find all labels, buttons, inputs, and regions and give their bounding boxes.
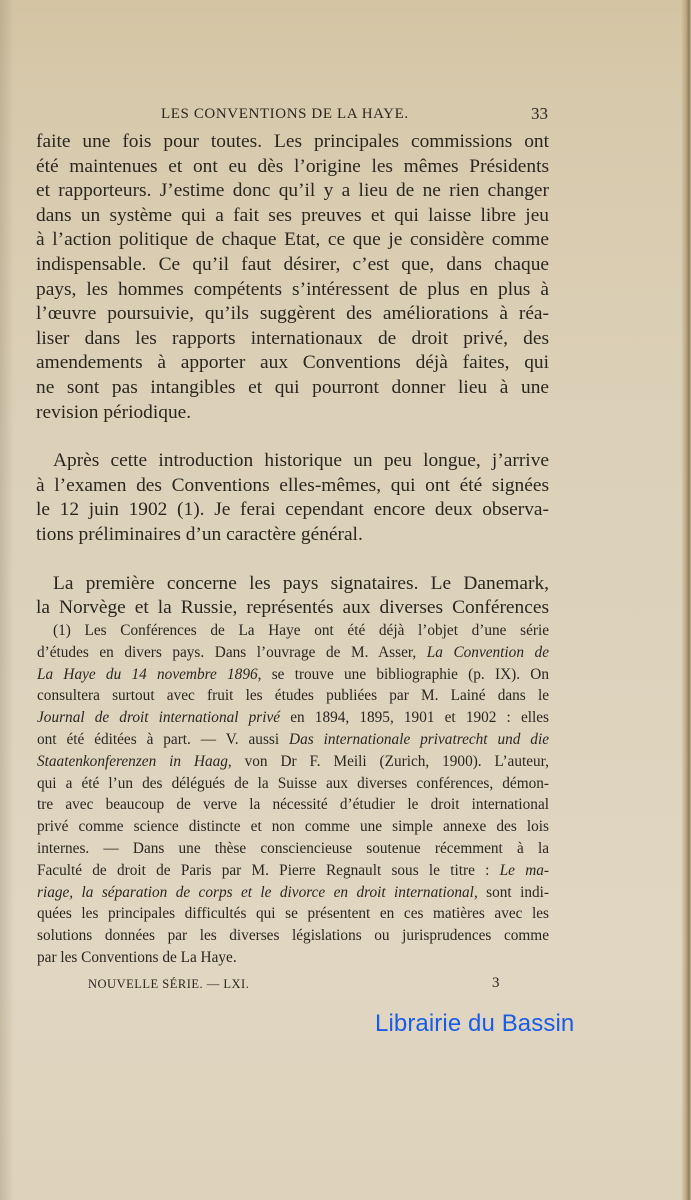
text-line: tions préliminaires d’un caractère général. <box>36 523 363 545</box>
footnote-text: en 1894, 1895, 1901 et 1902 : elles <box>280 709 549 727</box>
footnote-line <box>37 925 549 947</box>
text-line: le 12 juin 1902 (1). Je ferai cependant encore deux observa- <box>36 499 549 521</box>
footnote-text: Faculté de droit de Paris par M. Pierre Regnault sous le titre : <box>37 861 500 879</box>
footnote-line <box>37 707 549 729</box>
paragraph-1 <box>36 130 549 425</box>
footnote-text: tre avec beaucoup de verve la nécessité d’étudier le droit international <box>37 796 549 814</box>
footnote-line <box>37 685 549 707</box>
text-line: dans un système qui a fait ses preuves et qui laisse libre jeu <box>36 204 549 226</box>
footnote-line <box>37 751 549 773</box>
signature-series: NOUVELLE SÉRIE. — LXI. <box>88 977 250 991</box>
footnote-text: , von Dr F. Meili (Zurich, 1900). L’auteur, <box>227 752 549 770</box>
paragraph-3 <box>36 572 549 621</box>
footnote <box>37 620 549 969</box>
footnote-text: d’études en divers pays. Dans l’ouvrage de M. Asser, <box>37 643 427 661</box>
signature-sheet-number: 3 <box>492 975 500 991</box>
page-gutter-shadow <box>0 0 14 1200</box>
footnote-text: ont été éditées à part. — V. aussi <box>37 730 290 748</box>
footnote-text: (1) Les Conférences de La Haye ont été déjà l’objet d’une série <box>53 622 549 639</box>
footnote-line <box>37 794 549 816</box>
footnote-line <box>37 664 549 686</box>
paragraph-2 <box>36 449 549 547</box>
running-head <box>36 104 548 126</box>
italic-title: Staatenkonferenzen in Haag <box>37 752 228 770</box>
footnote-text: qui a été l’un des délégués de la Suisse aux diverses conférences, démon- <box>37 774 549 792</box>
footnote-line <box>37 773 549 795</box>
watermark: Librairie du Bassin <box>375 1010 575 1037</box>
italic-title: Das internationale privatrecht und die <box>289 730 549 748</box>
text-line: faite une fois pour toutes. Les principales commissions ont <box>36 131 549 152</box>
footnote-text: consultera surtout avec fruit les études publiées par M. Lainé dans le <box>37 687 549 705</box>
footnote-line <box>37 838 549 860</box>
footnote-text: , se trouve une bibliographie (p. IX). On <box>257 665 549 683</box>
footnote-text: solutions données par les diverses législations ou jurisprudences comme <box>37 927 549 945</box>
text-line: à l’action politique de chaque Etat, ce que je considère comme <box>36 229 549 251</box>
footnote-line <box>37 882 549 904</box>
text-line: été maintenues et ont eu dès l’origine les mêmes Présidents <box>36 155 549 177</box>
footnote-line <box>37 947 549 969</box>
italic-title: Journal de droit international privé <box>37 709 281 727</box>
footnote-line <box>37 903 549 925</box>
paragraph-gap <box>36 548 549 572</box>
footnote-line <box>37 860 549 882</box>
text-line: l’œuvre poursuivie, qu’ils suggèrent des améliorations à réa- <box>36 303 549 325</box>
italic-title: riage, la séparation de corps et le divorce en droit international <box>37 883 474 901</box>
body-text <box>36 130 549 621</box>
text-line: et rapporteurs. J’estime donc qu’il y a lieu de ne rien changer <box>36 180 549 202</box>
page-number: 33 <box>531 104 548 123</box>
italic-title: La Haye du 14 novembre 1896 <box>37 665 258 683</box>
text-line: La première concerne les pays signataires. Le Danemark, <box>53 572 549 594</box>
text-line: indispensable. Ce qu’il faut désirer, c’est que, dans chaque <box>36 253 549 275</box>
italic-title: La Convention de <box>426 643 549 661</box>
footnote-text: internes. — Dans une thèse consciencieuse soutenue récemment à la <box>37 839 549 857</box>
footnote-line <box>37 620 549 642</box>
footnote-line <box>37 729 549 751</box>
footnote-text: par les Conventions de La Haye. <box>37 948 237 966</box>
text-line: amendements à apporter aux Conventions déjà faites, qui <box>36 352 549 374</box>
text-line: la Norvège et la Russie, représentés aux diverses Conférences <box>36 597 549 619</box>
footnote-text: quées les principales difficultés qui se présentent en ces matières avec les <box>37 905 549 923</box>
footnote-text: , sont indi- <box>473 883 549 901</box>
text-line: à l’examen des Conventions elles-mêmes, qui ont été signées <box>36 474 549 496</box>
footnote-line <box>37 642 549 664</box>
running-title: LES CONVENTIONS DE LA HAYE. <box>161 106 409 122</box>
footnote-text: privé comme science distincte et non comme une simple annexe des lois <box>37 818 549 836</box>
text-line: ne sont pas intangibles et qui pourront donner lieu à une <box>36 376 549 398</box>
text-line: revision périodique. <box>36 401 192 423</box>
page-edge <box>681 0 691 1200</box>
text-line: pays, les hommes compétents s’intéressent de plus en plus à <box>36 278 549 300</box>
text-line: liser dans les rapports internationaux de droit privé, des <box>36 327 549 349</box>
text-line: Après cette introduction historique un peu longue, j’arrive <box>53 450 549 472</box>
paragraph-gap <box>36 425 549 449</box>
footnote-line <box>37 816 549 838</box>
italic-title: Le ma- <box>499 861 549 879</box>
